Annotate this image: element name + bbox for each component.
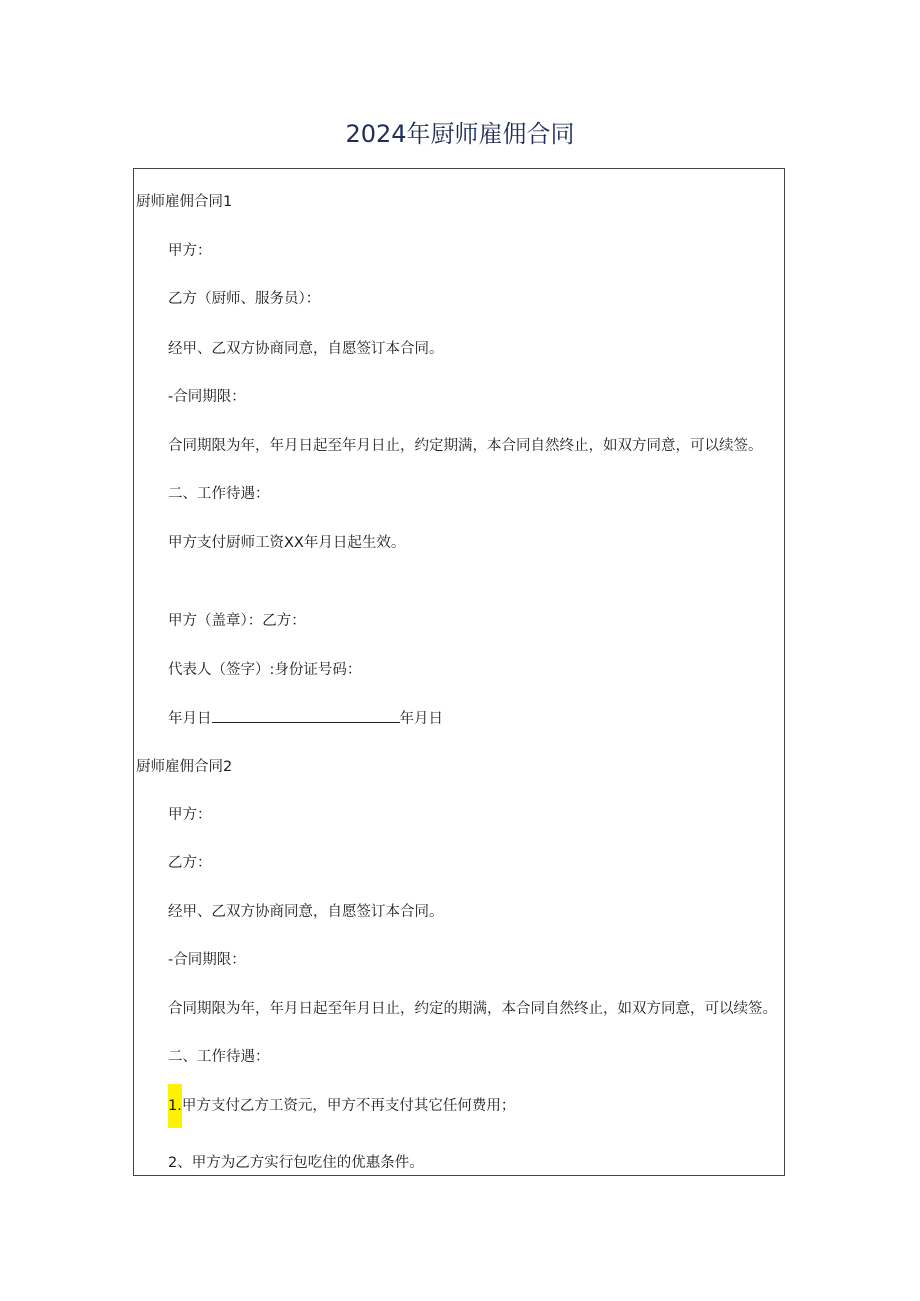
- contract2-item1: [168, 1096, 515, 1116]
- contract1-heading: 厨师雇佣合同1: [136, 194, 233, 210]
- contract2-item1-text: 甲方支付乙方工资元，甲方不再支付其它任何费用；: [181, 1098, 516, 1114]
- contract1-date-line: [168, 708, 443, 729]
- contract1-date-right: 年月日: [399, 711, 443, 727]
- item1-number-highlight: 1.: [168, 1084, 182, 1128]
- contract2-benefits-heading: 二、工作待遇：: [168, 1049, 270, 1065]
- contract1-sign-line2: 代表人（签字）:身份证号码：: [168, 662, 362, 678]
- contract1-sign-line1: 甲方（盖章）：乙方：: [168, 613, 306, 629]
- contract1-term-heading: -合同期限：: [168, 389, 246, 405]
- contract1-party-b: 乙方（厨师、服务员）：: [168, 291, 321, 307]
- contract2-term-text: 合同期限为年，年月日起至年月日止，约定的期满，本合同自然终止，如双方同意，可以续签。: [168, 1001, 777, 1017]
- contract2-term-heading: -合同期限：: [168, 952, 246, 968]
- contract1-intro: 经甲、乙双方协商同意，自愿签订本合同。: [168, 341, 444, 357]
- contract2-intro: 经甲、乙双方协商同意，自愿签订本合同。: [168, 904, 444, 920]
- contract1-term-text: 合同期限为年，年月日起至年月日止，约定期满，本合同自然终止，如双方同意，可以续签。: [168, 438, 763, 454]
- signature-blank-line: [212, 708, 400, 723]
- contract2-item2: 2、甲方为乙方实行包吃住的优惠条件。: [168, 1155, 424, 1171]
- contract2-party-b: 乙方：: [168, 855, 212, 871]
- contract1-date-left: 年月日: [168, 711, 212, 727]
- contract1-benefits-text: 甲方支付厨师工资XX年月日起生效。: [168, 535, 406, 551]
- contract-content-box: [133, 168, 785, 1176]
- document-title: 2024年厨师雇佣合同: [345, 120, 575, 148]
- contract1-benefits-heading: 二、工作待遇：: [168, 486, 270, 502]
- contract1-party-a: 甲方：: [168, 243, 212, 259]
- contract2-heading: 厨师雇佣合同2: [136, 759, 233, 775]
- contract2-party-a: 甲方：: [168, 807, 212, 823]
